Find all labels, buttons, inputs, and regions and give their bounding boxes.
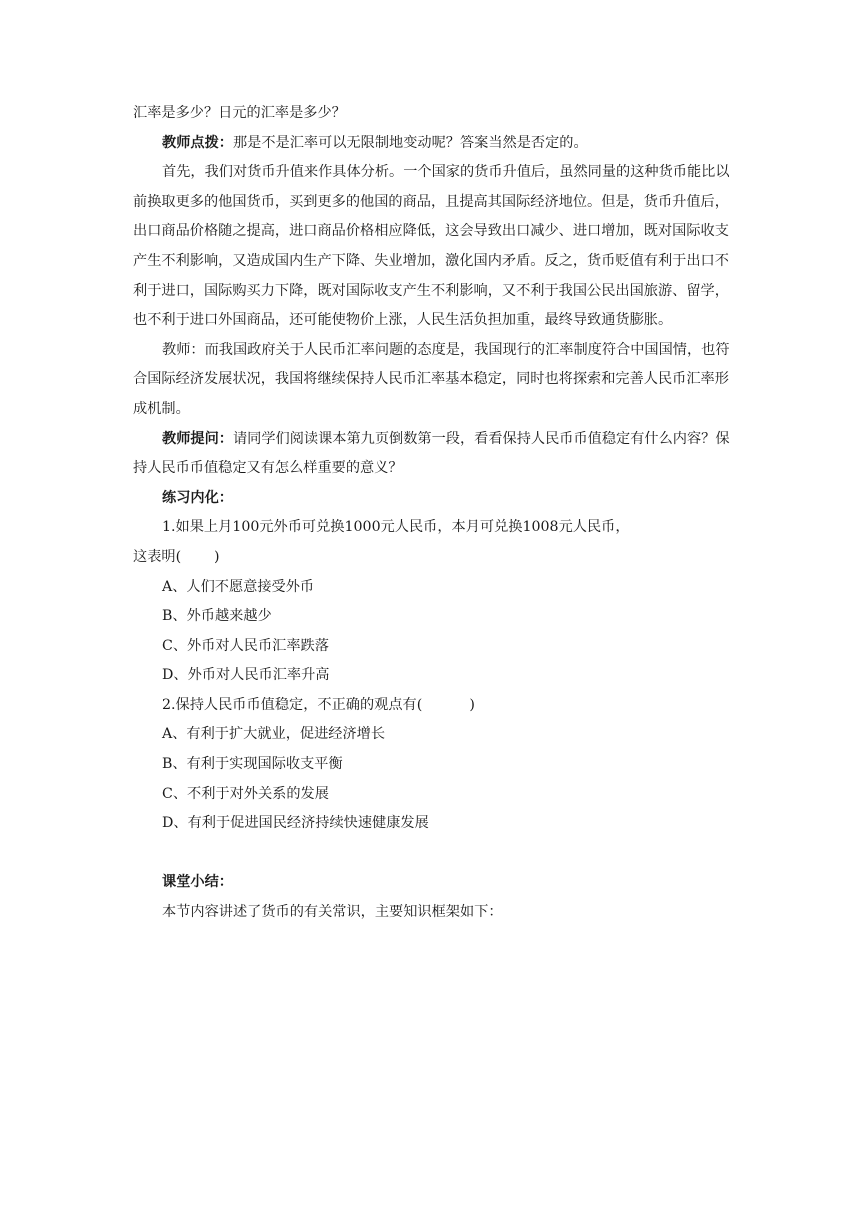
spacer (133, 839, 733, 869)
paragraph-appreciation-analysis: 首先，我们对货币升值来作具体分析。一个国家的货币升值后，虽然同量的这种货币能比以前换取更多的他国货币，买到更多的他国的商品，且提高其国际经济地位。但是，货币升值后，出口商品价格随之提高，进口商品价格相应降低，这会导致出口减少、进口增加，既对国际收支产生不利影响，又造成国内生产下降、失业增加，激化国内矛盾。反之，货币贬值有利于出口不利于进口，国际购买力下降，既对国际收支产生不利影响，又不利于我国公民出国旅游、留学，也不利于进口外国商品，还可能使物价上涨，人民生活负担加重，最终导致通货膨胀。 (133, 164, 730, 329)
question-1-option-c: C、外币对人民币汇率跌落 (162, 637, 329, 654)
teacher-tip-label: 教师点拨： (162, 134, 233, 151)
summary-heading: 课堂小结： (162, 874, 233, 891)
practice-heading: 练习内化： (162, 489, 233, 506)
summary-text: 本节内容讲述了货币的有关常识，主要知识框架如下： (162, 904, 503, 921)
question-1-option-b: B、外币越来越少 (162, 608, 272, 625)
question-1-stem-continued: 这表明( ) (133, 548, 220, 565)
question-2-stem: 2.保持人民币币值稳定，不正确的观点有( ) (162, 696, 475, 713)
question-2-option-d: D、有利于促进国民经济持续快速健康发展 (162, 815, 429, 832)
teacher-question-label: 教师提问： (162, 430, 233, 447)
question-2-option-a: A、有利于扩大就业，促进经济增长 (162, 726, 386, 743)
question-1-option-a: A、人们不愿意接受外币 (162, 578, 315, 595)
paragraph-teacher-question (133, 425, 733, 484)
teacher-question-text: 请同学们阅读课本第九页倒数第一段，看看保持人民币币值稳定有什么内容？保持人民币币值稳定又有怎么样重要的意义？ (133, 430, 730, 477)
question-2-option-c: C、不利于对外关系的发展 (162, 785, 329, 802)
question-1-stem: 1.如果上月100元外币可兑换1000元人民币，本月可兑换1008元人民币， (162, 519, 630, 536)
paragraph-government-attitude: 教师：而我国政府关于人民币汇率问题的态度是，我国现行的汇率制度符合中国国情，也符合国际经济发展状况，我国将继续保持人民币汇率基本稳定，同时也将探索和完善人民币汇率形成机制。 (133, 341, 730, 417)
paragraph-exchange-question: 汇率是多少？日元的汇率是多少？ (133, 105, 346, 121)
question-1-option-d: D、外币对人民币汇率升高 (162, 667, 330, 684)
paragraph-teacher-tip (133, 129, 733, 159)
question-2-option-b: B、有利于实现国际收支平衡 (162, 756, 343, 773)
document-body (133, 99, 733, 928)
teacher-tip-text: 那是不是汇率可以无限制地变动呢？答案当然是否定的。 (232, 134, 588, 151)
